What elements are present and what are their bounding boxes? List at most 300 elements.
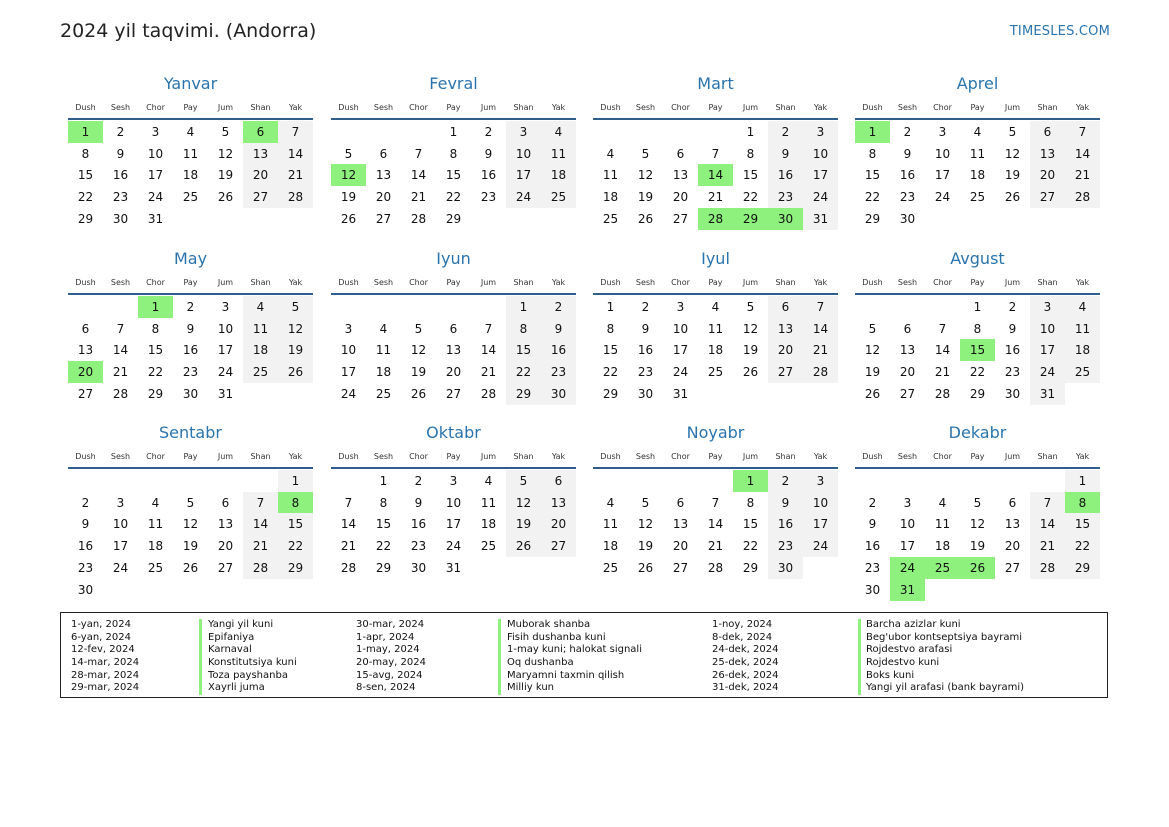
day-cell: 9 bbox=[641, 321, 650, 336]
day-cell: 13 bbox=[899, 343, 916, 358]
day-cell: 3 bbox=[803, 470, 838, 492]
day-cell: 23 bbox=[182, 365, 199, 380]
day-cell: 2 bbox=[868, 495, 877, 510]
day-cell: 13 bbox=[1030, 143, 1065, 165]
weekday-label: Shan bbox=[775, 103, 796, 112]
header-rule bbox=[593, 467, 838, 469]
holiday-name: Maryamni taxmin qilish bbox=[507, 669, 625, 681]
day-cell: 11 bbox=[480, 495, 497, 510]
day-cell: 29 bbox=[278, 557, 313, 579]
day-cell: 27 bbox=[672, 560, 689, 575]
day-cell: 20 bbox=[541, 513, 576, 535]
month-name: Fevral bbox=[429, 74, 478, 93]
day-cell: 4 bbox=[973, 125, 982, 139]
day-cell: 31 bbox=[1030, 383, 1065, 405]
day-cell: 16 bbox=[112, 168, 129, 183]
day-cell: 8 bbox=[449, 146, 458, 161]
day-cell: 9 bbox=[186, 321, 195, 336]
day-cell: 16 bbox=[864, 539, 881, 554]
weekday-label: Pay bbox=[970, 278, 985, 287]
day-cell: 26 bbox=[340, 211, 357, 226]
weekday-label: Jum bbox=[480, 278, 497, 287]
day-cell: 5 bbox=[186, 495, 195, 510]
day-cell: 10 bbox=[672, 321, 689, 336]
day-cell: 13 bbox=[672, 168, 689, 183]
holiday-name: Beg'ubor kontseptsiya bayrami bbox=[866, 631, 1023, 643]
weekday-label: Dush bbox=[600, 278, 621, 287]
day-cell: 21 bbox=[707, 190, 724, 205]
holiday-name: Konstitutsiya kuni bbox=[208, 657, 297, 669]
day-cell: 27 bbox=[768, 361, 803, 383]
day-cell: 10 bbox=[506, 143, 541, 165]
day-cell: 6 bbox=[221, 495, 230, 510]
day-cell: 24 bbox=[147, 190, 164, 205]
holiday-date: 1-yan, 2024 bbox=[71, 619, 131, 630]
day-cell: 7 bbox=[484, 321, 493, 336]
day-cell: 15 bbox=[1065, 513, 1100, 535]
day-cell: 14 bbox=[243, 513, 278, 535]
day-cell: 28 bbox=[340, 560, 357, 575]
weekday-label: Dush bbox=[338, 103, 359, 112]
day-cell: 3 bbox=[221, 300, 230, 314]
day-cell: 15 bbox=[742, 168, 759, 183]
day-cell: 20 bbox=[768, 339, 803, 361]
header-rule bbox=[331, 467, 576, 469]
day-cell: 23 bbox=[1004, 365, 1021, 380]
day-cell: 30 bbox=[637, 386, 654, 401]
holiday-name: Karnaval bbox=[208, 644, 252, 656]
day-cell: 27 bbox=[899, 386, 916, 401]
day-cell: 27 bbox=[243, 186, 278, 208]
day-cell: 16 bbox=[899, 168, 916, 183]
day-cell: 28 bbox=[243, 557, 278, 579]
holiday-day: 14 bbox=[698, 164, 733, 186]
day-cell: 14 bbox=[278, 143, 313, 165]
day-cell: 31 bbox=[445, 560, 462, 575]
day-cell: 21 bbox=[1065, 164, 1100, 186]
day-cell: 16 bbox=[541, 339, 576, 361]
day-cell: 7 bbox=[711, 146, 720, 161]
day-cell: 26 bbox=[864, 386, 881, 401]
weekday-label: Pay bbox=[183, 278, 198, 287]
weekday-label: Jum bbox=[742, 103, 759, 112]
day-cell: 26 bbox=[742, 365, 759, 380]
header-rule bbox=[593, 293, 838, 295]
day-cell: 2 bbox=[541, 296, 576, 318]
weekday-label: Pay bbox=[446, 278, 461, 287]
day-cell: 28 bbox=[934, 386, 951, 401]
holiday-dates-column bbox=[712, 619, 778, 695]
day-cell: 17 bbox=[112, 539, 129, 554]
day-cell: 27 bbox=[541, 535, 576, 557]
day-cell: 9 bbox=[541, 318, 576, 340]
weekday-label: Yak bbox=[1075, 103, 1090, 112]
holiday-day: 28 bbox=[698, 208, 733, 230]
month-name: Iyun bbox=[436, 249, 471, 268]
day-cell: 24 bbox=[506, 186, 541, 208]
holiday-name: Fisih dushanba kuni bbox=[507, 631, 606, 643]
day-cell: 8 bbox=[81, 146, 90, 161]
day-cell: 20 bbox=[672, 190, 689, 205]
day-cell: 30 bbox=[410, 560, 427, 575]
holiday-day: 1 bbox=[855, 121, 890, 143]
day-cell: 2 bbox=[641, 300, 650, 314]
day-cell: 7 bbox=[1030, 492, 1065, 514]
weekday-label: Sesh bbox=[373, 278, 394, 287]
day-cell: 11 bbox=[602, 517, 619, 532]
day-cell: 17 bbox=[217, 343, 234, 358]
month-mart bbox=[593, 75, 838, 235]
day-cell: 9 bbox=[116, 146, 125, 161]
weekday-label: Sesh bbox=[373, 103, 394, 112]
day-cell: 12 bbox=[969, 517, 986, 532]
holiday-name: Rojdestvo arafasi bbox=[866, 644, 953, 656]
day-cell: 24 bbox=[217, 365, 234, 380]
day-cell: 3 bbox=[938, 125, 947, 139]
weekday-label: Sesh bbox=[635, 103, 656, 112]
day-cell: 25 bbox=[1065, 361, 1100, 383]
day-cell: 31 bbox=[217, 386, 234, 401]
day-cell: 29 bbox=[742, 560, 759, 575]
day-cell: 6 bbox=[81, 321, 90, 336]
holiday-date: 8-sen, 2024 bbox=[356, 682, 416, 694]
day-cell: 26 bbox=[217, 190, 234, 205]
weekday-label: Sesh bbox=[897, 103, 918, 112]
weekday-label: Shan bbox=[513, 103, 534, 112]
weekday-label: Sesh bbox=[635, 452, 656, 461]
day-cell: 21 bbox=[934, 365, 951, 380]
month-oktabr bbox=[331, 424, 576, 584]
day-cell: 6 bbox=[541, 470, 576, 492]
day-cell: 31 bbox=[803, 208, 838, 230]
holiday-name: Yangi yil kuni bbox=[208, 619, 274, 630]
holiday-day: 8 bbox=[1065, 492, 1100, 514]
day-cell: 5 bbox=[414, 321, 423, 336]
weekday-label: Dush bbox=[75, 103, 96, 112]
day-cell: 13 bbox=[768, 318, 803, 340]
day-cell: 11 bbox=[934, 517, 951, 532]
day-cell: 17 bbox=[506, 164, 541, 186]
day-cell: 12 bbox=[864, 343, 881, 358]
day-cell: 18 bbox=[1065, 339, 1100, 361]
day-cell: 3 bbox=[449, 474, 458, 488]
day-cell: 4 bbox=[541, 121, 576, 143]
weekday-label: Shan bbox=[775, 452, 796, 461]
day-cell: 16 bbox=[637, 343, 654, 358]
day-cell: 18 bbox=[182, 168, 199, 183]
day-cell: 17 bbox=[899, 539, 916, 554]
holiday-day: 8 bbox=[278, 492, 313, 514]
header-rule bbox=[331, 118, 576, 120]
day-cell: 21 bbox=[707, 539, 724, 554]
day-cell: 12 bbox=[1004, 146, 1021, 161]
day-cell: 23 bbox=[768, 535, 803, 557]
day-cell: 27 bbox=[217, 560, 234, 575]
holiday-day: 6 bbox=[243, 121, 278, 143]
weekday-label: Chor bbox=[409, 278, 428, 287]
weekday-label: Chor bbox=[146, 452, 165, 461]
day-cell: 23 bbox=[864, 560, 881, 575]
day-cell: 15 bbox=[506, 339, 541, 361]
day-cell: 20 bbox=[672, 539, 689, 554]
day-cell: 8 bbox=[379, 495, 388, 510]
day-cell: 19 bbox=[217, 168, 234, 183]
month-may bbox=[68, 250, 313, 410]
weekday-label: Jum bbox=[742, 452, 759, 461]
day-cell: 2 bbox=[81, 495, 90, 510]
month-aprel bbox=[855, 75, 1100, 235]
brand-link[interactable]: TIMESLES.COM bbox=[1009, 24, 1110, 39]
day-cell: 28 bbox=[278, 186, 313, 208]
day-cell: 15 bbox=[278, 513, 313, 535]
day-cell: 18 bbox=[541, 164, 576, 186]
day-cell: 17 bbox=[803, 164, 838, 186]
day-cell: 7 bbox=[344, 495, 353, 510]
holiday-name: Epifaniya bbox=[208, 631, 255, 643]
day-cell: 22 bbox=[742, 539, 759, 554]
weekday-label: Sesh bbox=[110, 278, 131, 287]
day-cell: 3 bbox=[676, 300, 685, 314]
day-cell: 2 bbox=[768, 470, 803, 492]
day-cell: 25 bbox=[375, 386, 392, 401]
day-cell: 7 bbox=[1065, 121, 1100, 143]
holiday-name: Barcha azizlar kuni bbox=[866, 619, 961, 630]
weekday-label: Chor bbox=[146, 278, 165, 287]
holiday-names-column bbox=[866, 619, 1024, 695]
day-cell: 30 bbox=[899, 211, 916, 226]
day-cell: 13 bbox=[217, 517, 234, 532]
day-cell: 6 bbox=[449, 321, 458, 336]
day-cell: 25 bbox=[147, 560, 164, 575]
day-cell: 26 bbox=[278, 361, 313, 383]
day-cell: 17 bbox=[1030, 339, 1065, 361]
weekday-label: Yak bbox=[288, 278, 303, 287]
weekday-label: Yak bbox=[551, 103, 566, 112]
day-cell: 27 bbox=[1004, 560, 1021, 575]
day-cell: 25 bbox=[969, 190, 986, 205]
day-cell: 4 bbox=[379, 321, 388, 336]
day-cell: 18 bbox=[480, 517, 497, 532]
day-cell: 20 bbox=[899, 365, 916, 380]
day-cell: 17 bbox=[803, 513, 838, 535]
day-cell: 26 bbox=[637, 211, 654, 226]
holiday-name: Milliy kun bbox=[507, 682, 554, 694]
day-cell: 1 bbox=[1065, 470, 1100, 492]
day-cell: 9 bbox=[81, 517, 90, 532]
day-cell: 5 bbox=[221, 125, 230, 139]
day-cell: 8 bbox=[606, 321, 615, 336]
day-cell: 20 bbox=[375, 190, 392, 205]
weekday-label: Yak bbox=[551, 452, 566, 461]
weekday-label: Shan bbox=[250, 103, 271, 112]
month-iyul bbox=[593, 250, 838, 410]
day-cell: 16 bbox=[410, 517, 427, 532]
day-cell: 21 bbox=[243, 535, 278, 557]
holiday-names-column bbox=[208, 619, 297, 695]
holiday-day: 24 bbox=[890, 557, 925, 579]
day-cell: 26 bbox=[182, 560, 199, 575]
day-cell: 23 bbox=[410, 539, 427, 554]
holiday-day: 15 bbox=[960, 339, 995, 361]
day-cell: 11 bbox=[541, 143, 576, 165]
month-name: Dekabr bbox=[948, 423, 1007, 442]
holiday-name: Oq dushanba bbox=[507, 657, 574, 669]
day-cell: 18 bbox=[147, 539, 164, 554]
weekday-label: Pay bbox=[183, 103, 198, 112]
day-cell: 20 bbox=[243, 164, 278, 186]
day-cell: 15 bbox=[77, 168, 94, 183]
day-cell: 25 bbox=[602, 211, 619, 226]
day-cell: 13 bbox=[375, 168, 392, 183]
day-cell: 12 bbox=[182, 517, 199, 532]
weekday-label: Dush bbox=[862, 452, 883, 461]
holiday-marker-bar bbox=[199, 619, 202, 695]
day-cell: 18 bbox=[602, 190, 619, 205]
weekday-label: Pay bbox=[708, 452, 723, 461]
day-cell: 20 bbox=[1004, 539, 1021, 554]
day-cell: 14 bbox=[803, 318, 838, 340]
day-cell: 13 bbox=[1004, 517, 1021, 532]
day-cell: 22 bbox=[1065, 535, 1100, 557]
holiday-day: 30 bbox=[768, 208, 803, 230]
day-cell: 3 bbox=[116, 495, 125, 510]
month-name: May bbox=[173, 249, 208, 268]
day-cell: 14 bbox=[340, 517, 357, 532]
day-cell: 14 bbox=[480, 343, 497, 358]
weekday-label: Shan bbox=[250, 452, 271, 461]
day-cell: 24 bbox=[445, 539, 462, 554]
day-cell: 20 bbox=[445, 365, 462, 380]
day-cell: 29 bbox=[445, 211, 462, 226]
day-cell: 7 bbox=[711, 495, 720, 510]
day-cell: 17 bbox=[340, 365, 357, 380]
day-cell: 6 bbox=[903, 321, 912, 336]
weekday-label: Sesh bbox=[110, 452, 131, 461]
weekday-label: Sesh bbox=[110, 103, 131, 112]
day-cell: 23 bbox=[77, 560, 94, 575]
holiday-day: 26 bbox=[960, 557, 995, 579]
month-dekabr bbox=[855, 423, 1100, 597]
holiday-day: 25 bbox=[925, 557, 960, 579]
weekday-label: Pay bbox=[708, 103, 723, 112]
holiday-name: Boks kuni bbox=[866, 669, 915, 681]
weekday-label: Yak bbox=[551, 278, 566, 287]
weekday-label: Dush bbox=[75, 452, 96, 461]
weekday-label: Chor bbox=[146, 103, 165, 112]
day-cell: 22 bbox=[147, 365, 164, 380]
day-cell: 30 bbox=[77, 582, 94, 597]
holiday-date: 29-mar, 2024 bbox=[71, 682, 140, 694]
weekday-label: Shan bbox=[250, 278, 271, 287]
day-cell: 15 bbox=[375, 517, 392, 532]
day-cell: 25 bbox=[480, 539, 497, 554]
day-cell: 22 bbox=[602, 365, 619, 380]
day-cell: 26 bbox=[1004, 190, 1021, 205]
weekday-label: Pay bbox=[446, 452, 461, 461]
day-cell: 27 bbox=[77, 386, 94, 401]
day-cell: 1 bbox=[449, 125, 458, 139]
holiday-day: 31 bbox=[890, 579, 925, 601]
holiday-date: 1-noy, 2024 bbox=[712, 619, 773, 630]
day-cell: 21 bbox=[803, 339, 838, 361]
day-cell: 22 bbox=[278, 535, 313, 557]
day-cell: 7 bbox=[243, 492, 278, 514]
day-cell: 25 bbox=[541, 186, 576, 208]
day-cell: 10 bbox=[340, 343, 357, 358]
day-cell: 1 bbox=[606, 300, 615, 314]
month-name: Yanvar bbox=[163, 74, 218, 93]
day-cell: 20 bbox=[217, 539, 234, 554]
day-cell: 3 bbox=[803, 121, 838, 143]
day-cell: 4 bbox=[938, 495, 947, 510]
day-cell: 23 bbox=[112, 190, 129, 205]
day-cell: 19 bbox=[278, 339, 313, 361]
day-cell: 9 bbox=[768, 143, 803, 165]
day-cell: 31 bbox=[672, 386, 689, 401]
weekday-label: Dush bbox=[75, 278, 96, 287]
day-cell: 22 bbox=[969, 365, 986, 380]
day-cell: 28 bbox=[803, 361, 838, 383]
day-cell: 29 bbox=[602, 386, 619, 401]
day-cell: 18 bbox=[243, 339, 278, 361]
day-cell: 7 bbox=[803, 296, 838, 318]
day-cell: 24 bbox=[112, 560, 129, 575]
holiday-date: 1-apr, 2024 bbox=[356, 631, 415, 643]
holiday-date: 15-avg, 2024 bbox=[356, 669, 423, 681]
day-cell: 4 bbox=[243, 296, 278, 318]
day-cell: 23 bbox=[637, 365, 654, 380]
day-cell: 9 bbox=[1008, 321, 1017, 336]
month-name: Iyul bbox=[701, 249, 730, 268]
day-cell: 19 bbox=[742, 343, 759, 358]
day-cell: 25 bbox=[182, 190, 199, 205]
day-cell: 3 bbox=[903, 495, 912, 510]
day-cell: 5 bbox=[973, 495, 982, 510]
day-cell: 29 bbox=[969, 386, 986, 401]
holiday-dates-column bbox=[356, 619, 426, 695]
holiday-date: 26-dek, 2024 bbox=[712, 669, 779, 681]
day-cell: 14 bbox=[707, 517, 724, 532]
holiday-day: 1 bbox=[68, 121, 103, 143]
day-cell: 8 bbox=[151, 321, 160, 336]
header-rule bbox=[68, 118, 313, 120]
day-cell: 12 bbox=[742, 321, 759, 336]
day-cell: 24 bbox=[803, 186, 838, 208]
weekday-label: Jum bbox=[217, 278, 234, 287]
day-cell: 6 bbox=[676, 146, 685, 161]
day-cell: 3 bbox=[151, 125, 160, 139]
header-rule bbox=[855, 118, 1100, 120]
holiday-list bbox=[60, 612, 1108, 698]
day-cell: 8 bbox=[746, 146, 755, 161]
day-cell: 17 bbox=[672, 343, 689, 358]
day-cell: 18 bbox=[375, 365, 392, 380]
month-name: Sentabr bbox=[159, 423, 222, 442]
day-cell: 25 bbox=[707, 365, 724, 380]
day-cell: 19 bbox=[1004, 168, 1021, 183]
day-cell: 13 bbox=[541, 492, 576, 514]
day-cell: 1 bbox=[973, 300, 982, 314]
day-cell: 7 bbox=[116, 321, 125, 336]
day-cell: 5 bbox=[868, 321, 877, 336]
day-cell: 2 bbox=[484, 125, 493, 139]
day-cell: 13 bbox=[77, 343, 94, 358]
day-cell: 11 bbox=[707, 321, 724, 336]
day-cell: 9 bbox=[903, 146, 912, 161]
day-cell: 3 bbox=[344, 321, 353, 336]
day-cell: 15 bbox=[147, 343, 164, 358]
holiday-names-column bbox=[507, 619, 642, 695]
